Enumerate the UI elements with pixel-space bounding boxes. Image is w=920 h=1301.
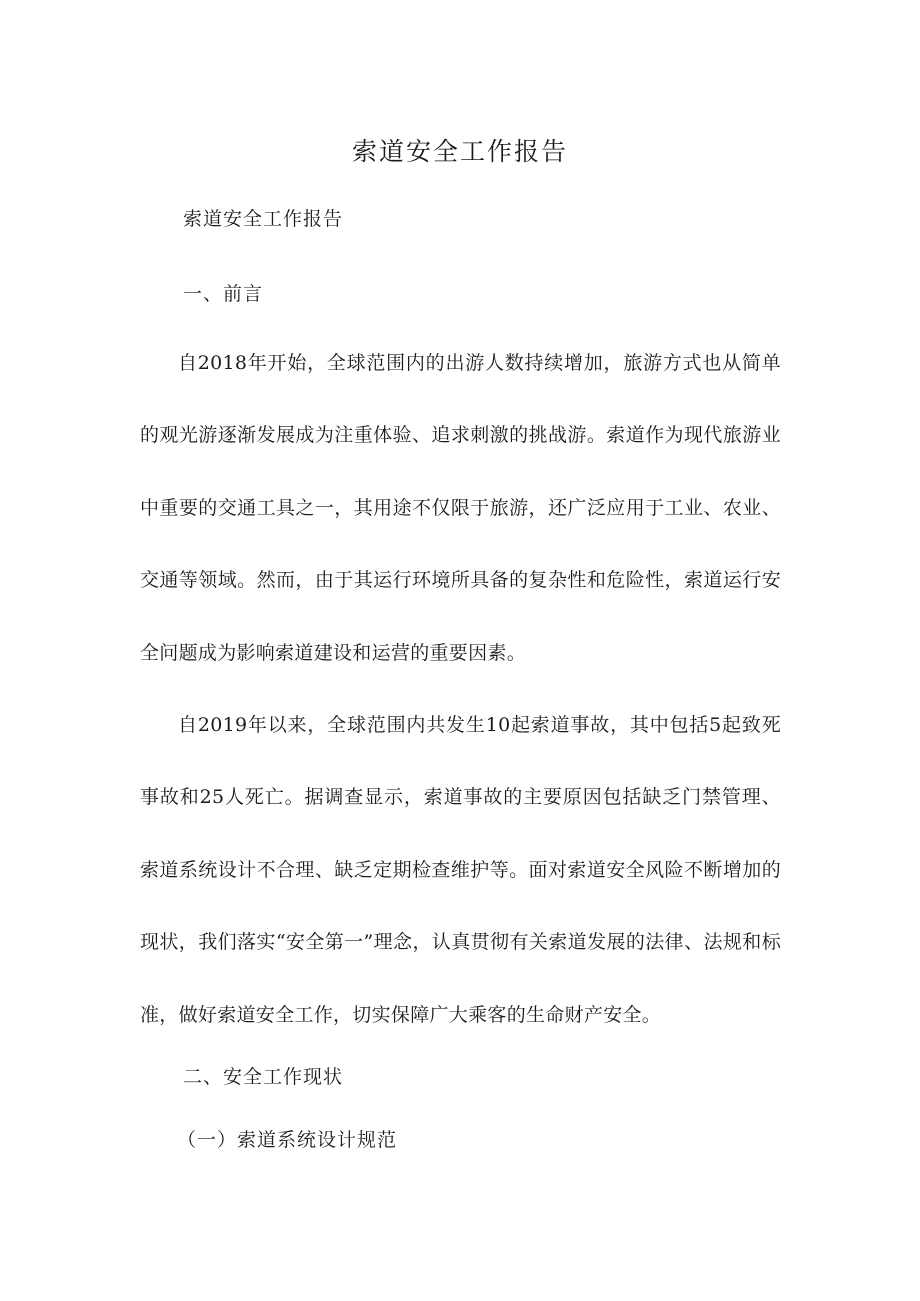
paragraph-accidents: 自2019年以来，全球范围内共发生10起索道事故，其中包括5起致死事故和25人死亡。据调查显示，索道事故的主要原因包括缺乏门禁管理、索道系统设计不合理、缺乏定期检查维护等。面对索道安全风险不断增加的现状，我们落实“安全第一”理念，认真贯彻有关索道发展的法律、法规和标准，做好索道安全工作，切实保障广大乘客的生命财产安全。: [140, 714, 781, 1026]
section-heading-status: 二、安全工作现状: [183, 1066, 344, 1088]
section-heading-preface: 一、前言: [183, 283, 264, 305]
document-title: 索道安全工作报告: [351, 137, 568, 166]
subsection-heading-design: （一）索道系统设计规范: [177, 1129, 398, 1151]
paragraph-intro: 自2018年开始，全球范围内的出游人数持续增加，旅游方式也从简单的观光游逐渐发展成为注重体验、追求刺激的挑战游。索道作为现代旅游业中重要的交通工具之一，其用途不仅限于旅游，还广泛应用于工业、农业、交通等领域。然而，由于其运行环境所具备的复杂性和危险性，索道运行安全问题成为影响索道建设和运营的重要因素。: [140, 352, 781, 664]
document-subtitle: 索道安全工作报告: [183, 208, 344, 230]
